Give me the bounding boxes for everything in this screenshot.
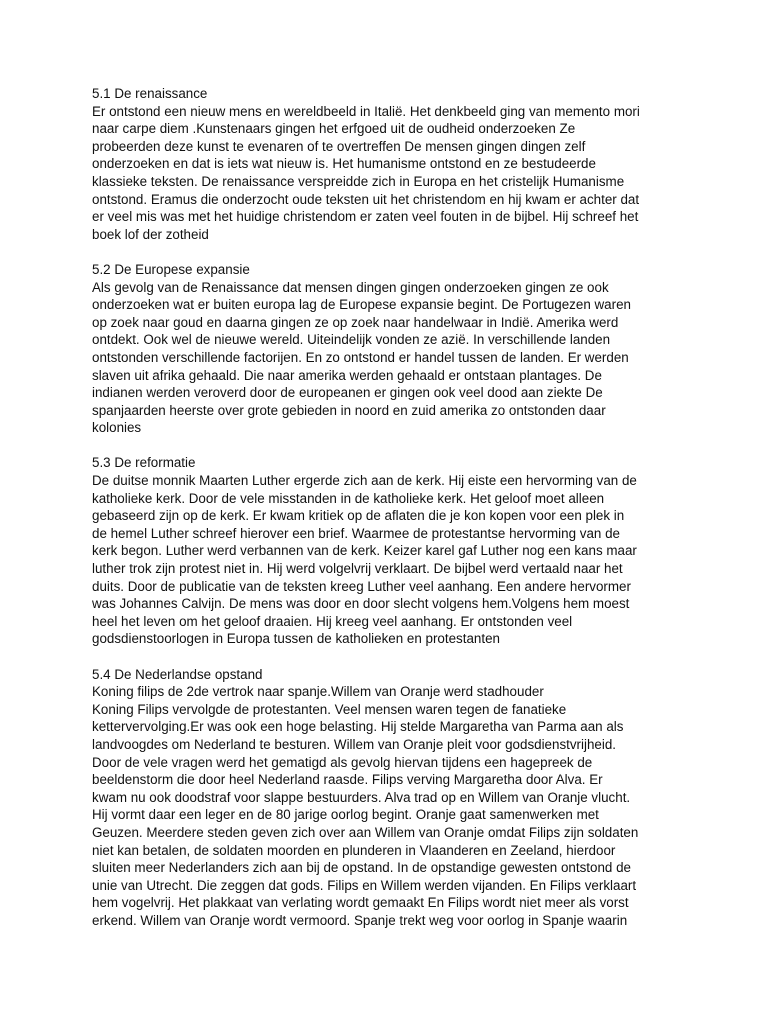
paragraph-line: duits. Door de publicatie van de teksten kreeg Luther veel aanhang. Een andere hervormer [92,578,631,594]
paragraph-line: landvoogdes om Nederland te besturen. Willem van Oranje pleit voor godsdienstvrijheid. [92,736,617,752]
paragraph-line: heel het leven om het geloof draaien. Hij kreeg veel aanhang. Er ontstonden veel [92,613,573,629]
paragraph-line: Koning Filips vervolgde de protestanten. Veel mensen waren tegen de fanatieke [92,701,567,717]
paragraph-line: ontdekt. Ook wel de nieuwe wereld. Uiteindelijk vonden ze azië. In verschillende landen [92,332,611,348]
paragraph-line: Geuzen. Meerdere steden geven zich over aan Willem van Oranje omdat Filips zijn soldaten [92,824,639,840]
paragraph-line: er veel mis was met het huidige christendom er zaten veel fouten in de bijbel. Hij schreef het [92,209,639,225]
section-europese-expansie [92,261,682,437]
paragraph-line: unie van Utrecht. Die zeggen dat gods. Filips en Willem werden vijanden. En Filips verklaart [92,877,637,893]
paragraph-line: beeldenstorm die door heel Nederland raasde. Filips verving Margaretha door Alva. Er [92,772,603,788]
paragraph-line: was Johannes Calvijn. De mens was door en door slecht volgens hem.Volgens hem moest [92,596,630,612]
paragraph-line: De duitse monnik Maarten Luther ergerde zich aan de kerk. Hij eiste een hervorming van de [92,473,637,489]
paragraph-line: Koning filips de 2de vertrok naar spanje.Willem van Oranje werd stadhouder [92,684,544,700]
paragraph-line: klassieke teksten. De renaissance verspreidde zich in Europa en het cristelijk Humanisme [92,173,625,189]
paragraph-line: Hij vormt daar een leger en de 80 jarige oorlog begint. Oranje gaat samenwerken met [92,807,599,823]
paragraph-line: ontstonden verschillende factorijen. En zo ontstond er handel tussen de landen. Er werden [92,349,629,365]
paragraph-line: Door de vele vragen werd het gematigd als gevolg hiervan tijdens een hagepreek de [92,754,593,770]
paragraph-line: kerk begon. Luther werd verbannen van de kerk. Keizer karel gaf Luther nog een kans maar [92,543,637,559]
paragraph-line: kolonies [92,420,142,436]
section-heading: 5.2 De Europese expansie [92,261,250,277]
paragraph-line: onderzoeken en dat is iets wat nieuw is. Het humanisme ontstond en ze bestudeerde [92,156,596,172]
section-heading: 5.4 De Nederlandse opstand [92,666,263,682]
paragraph-line: hem vogelvrij. Het plakkaat van verlating wordt gemaakt En Filips wordt niet meer als vorst [92,895,629,911]
section-nederlandse-opstand [92,666,682,930]
paragraph-line: indianen werden veroverd door de europeanen er gingen ook veel dood aan ziekte De [92,385,603,401]
section-renaissance [92,85,682,243]
paragraph-line: de hemel Luther schreef hierover een brief. Waarmee de protestantse hervorming van de [92,525,620,541]
paragraph-line: probeerden deze kunst te evenaren of te overtreffen De mensen gingen dingen zelf [92,138,586,154]
paragraph-line: niet kan betalen, de soldaten moorden en plunderen in Vlaanderen en Zeeland, hierdoor [92,842,616,858]
paragraph-line: slaven uit afrika gehaald. Die naar amerika werden gehaald er ontstaan plantages. De [92,367,602,383]
paragraph-line: gebaseerd zijn op de kerk. Er kwam kritiek op de aflaten die je kon kopen voor een plek in [92,508,625,524]
paragraph-line: Als gevolg van de Renaissance dat mensen dingen gingen onderzoeken gingen ze ook [92,279,609,295]
section-reformatie [92,454,682,648]
paragraph-line: katholieke kerk. Door de vele misstanden in de katholieke kerk. Het geloof moet alleen [92,490,605,506]
paragraph-line: boek lof der zotheid [92,226,209,242]
paragraph-line: onderzoeken wat er buiten europa lag de Europese expansie begint. De Portugezen waren [92,297,631,313]
section-heading: 5.1 De renaissance [92,86,208,101]
section-heading: 5.3 De reformatie [92,455,196,471]
paragraph-line: ontstond. Eramus die onderzocht oude teksten uit het christendom en hij kwam er achter dat [92,191,640,207]
paragraph-line: naar carpe diem .Kunstenaars gingen het erfgoed uit de oudheid onderzoeken Ze [92,121,576,137]
document-page [92,85,682,930]
paragraph-line: op zoek naar goud en daarna gingen ze op zoek naar handelwaar in Indië. Amerika werd [92,314,619,330]
paragraph-line: godsdienstoorlogen in Europa tussen de katholieken en protestanten [92,631,500,647]
paragraph-line: erkend. Willem van Oranje wordt vermoord. Spanje trekt weg voor oorlog in Spanje waarin [92,912,628,928]
paragraph-line: luther trok zijn protest niet in. Hij werd volgelvrij verklaart. De bijbel werd vertaald naar het [92,561,623,577]
paragraph-line: kwam nu ook doodstraf voor slappe bestuurders. Alva trad op en Willem van Oranje vlucht. [92,789,631,805]
paragraph-line: kettervervolging.Er was ook een hoge belasting. Hij stelde Margaretha van Parma aan als [92,719,624,735]
paragraph-line: sluiten meer Nederlanders zich aan bij de opstand. In de opstandige gewesten ontstond de [92,860,631,876]
paragraph-line: spanjaarden heerste over grote gebieden in noord en zuid amerika zo ontstonden daar [92,402,606,418]
paragraph-line: Er ontstond een nieuw mens en wereldbeeld in Italië. Het denkbeeld ging van memento mori [92,103,640,119]
